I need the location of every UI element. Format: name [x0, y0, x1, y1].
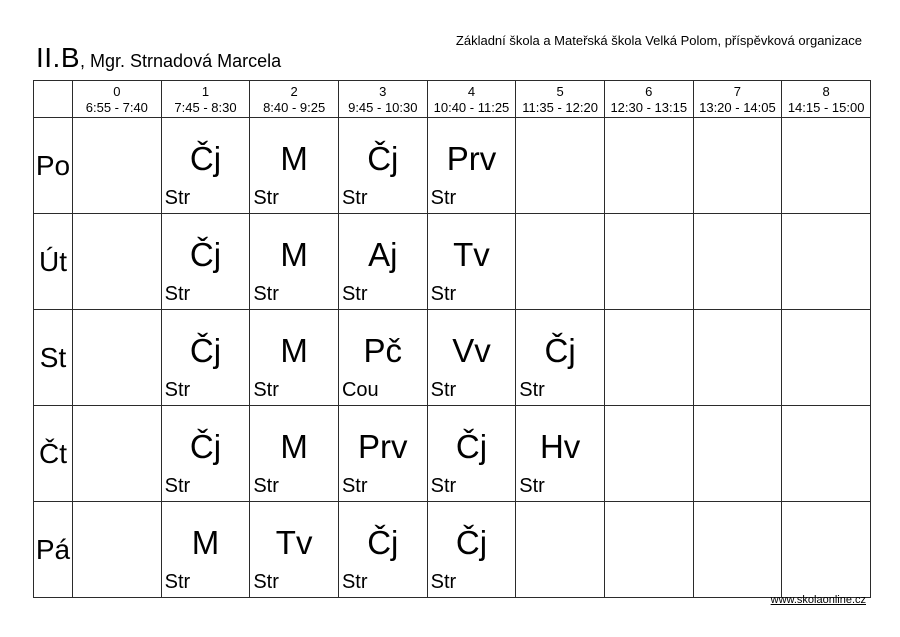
- period-number: 0: [113, 83, 121, 99]
- lesson-cell: [427, 214, 516, 310]
- period-header-5: [516, 81, 605, 118]
- lesson-cell: [338, 214, 427, 310]
- period-number: 1: [201, 83, 210, 99]
- lesson-subject: M: [280, 331, 308, 369]
- lesson-teacher: Cou: [341, 379, 379, 401]
- lesson-subject: M: [280, 427, 308, 465]
- lesson-subject: Tv: [275, 523, 313, 561]
- lesson-cell-empty: [782, 310, 871, 406]
- lesson-teacher: Str: [164, 283, 191, 305]
- lesson-cell-empty: [782, 118, 871, 214]
- lesson-cell-empty: [693, 406, 782, 502]
- lesson-cell-empty: [693, 310, 782, 406]
- lesson-teacher: Str: [253, 475, 279, 497]
- period-number: 3: [379, 83, 387, 99]
- lesson-cell: [338, 310, 427, 406]
- lesson-cell-empty: [516, 214, 605, 310]
- period-time: 12:30 - 13:15: [610, 99, 688, 115]
- day-label: Čt: [34, 406, 73, 502]
- period-time: 8:40 - 9:25: [263, 99, 326, 115]
- lesson-cell: [338, 502, 427, 598]
- lesson-teacher: Str: [164, 379, 191, 401]
- lesson-cell-empty: [693, 214, 782, 310]
- lesson-subject: Čj: [189, 427, 222, 465]
- lesson-teacher: Str: [519, 379, 545, 401]
- period-header-3: [338, 81, 427, 118]
- period-header-0: [73, 81, 162, 118]
- lesson-subject: Hv: [539, 427, 581, 465]
- period-time: 11:35 - 12:20: [522, 99, 598, 115]
- lesson-teacher: Str: [430, 187, 457, 209]
- lesson-cell: [516, 310, 605, 406]
- period-header-7: [693, 81, 782, 118]
- period-time: 9:45 - 10:30: [348, 99, 418, 115]
- lesson-subject: Aj: [368, 235, 398, 273]
- lesson-subject: Tv: [453, 235, 490, 273]
- period-number: 8: [822, 83, 830, 99]
- lesson-cell: [338, 406, 427, 502]
- lesson-teacher: Str: [253, 379, 279, 401]
- period-number: 2: [290, 83, 298, 99]
- lesson-cell-empty: [73, 406, 162, 502]
- lesson-teacher: Str: [519, 475, 545, 497]
- lesson-subject: Prv: [446, 139, 497, 177]
- lesson-teacher: Str: [341, 475, 368, 497]
- lesson-subject: M: [191, 523, 220, 561]
- period-header-6: [604, 81, 693, 118]
- lesson-subject: Čj: [189, 235, 222, 273]
- class-teacher-name: , Mgr. Strnadová Marcela: [80, 51, 282, 71]
- timetable-header: [34, 81, 871, 118]
- period-time: 7:45 - 8:30: [174, 99, 237, 115]
- day-label: Po: [34, 118, 73, 214]
- lesson-subject: Pč: [363, 331, 403, 369]
- lesson-cell-empty: [516, 502, 605, 598]
- period-header-8: [782, 81, 871, 118]
- lesson-teacher: Str: [253, 571, 279, 593]
- day-row-3: [34, 406, 871, 502]
- period-time: 14:15 - 15:00: [787, 99, 865, 115]
- lesson-cell-empty: [604, 118, 693, 214]
- timetable: [33, 80, 871, 598]
- lesson-teacher: Str: [253, 283, 279, 305]
- lesson-cell-empty: [604, 214, 693, 310]
- website-link[interactable]: www.skolaonline.cz: [770, 594, 866, 606]
- period-number: 6: [645, 83, 653, 99]
- page-title: [36, 42, 281, 74]
- lesson-teacher: Str: [430, 379, 457, 401]
- lesson-cell: [161, 214, 250, 310]
- day-label: St: [34, 310, 73, 406]
- period-number: 7: [733, 83, 742, 99]
- corner-cell: [34, 81, 73, 118]
- lesson-cell: [161, 118, 250, 214]
- lesson-cell-empty: [73, 502, 162, 598]
- period-number: 4: [467, 83, 476, 99]
- lesson-teacher: Str: [430, 475, 457, 497]
- lesson-subject: Čj: [367, 139, 399, 177]
- lesson-cell: [250, 502, 339, 598]
- lesson-cell-empty: [693, 502, 782, 598]
- period-header-1: [161, 81, 250, 118]
- lesson-subject: Prv: [358, 427, 408, 465]
- lesson-cell: [427, 310, 516, 406]
- day-label: Pá: [34, 502, 73, 598]
- class-name: II.B: [36, 42, 81, 73]
- lesson-subject: M: [280, 139, 308, 177]
- period-number: 5: [556, 83, 564, 99]
- lesson-subject: Čj: [455, 427, 488, 465]
- lesson-teacher: Str: [341, 571, 368, 593]
- period-header-row: [34, 81, 871, 118]
- lesson-cell-empty: [782, 406, 871, 502]
- lesson-cell-empty: [73, 214, 162, 310]
- lesson-cell: [250, 118, 339, 214]
- lesson-cell: [250, 214, 339, 310]
- lesson-cell-empty: [604, 406, 693, 502]
- period-time: 13:20 - 14:05: [699, 99, 776, 115]
- lesson-cell: [338, 118, 427, 214]
- lesson-teacher: Str: [341, 283, 368, 305]
- day-row-2: [34, 310, 871, 406]
- organization-name: Základní škola a Mateřská škola Velká Polom, příspěvková organizace: [455, 33, 862, 48]
- day-row-0: [34, 118, 871, 214]
- period-header-2: [250, 81, 339, 118]
- lesson-cell-empty: [604, 502, 693, 598]
- lesson-subject: M: [280, 235, 308, 273]
- lesson-cell-empty: [516, 118, 605, 214]
- day-label: Út: [34, 214, 73, 310]
- lesson-cell: [161, 406, 250, 502]
- lesson-subject: Čj: [544, 331, 576, 369]
- lesson-cell: [427, 502, 516, 598]
- timetable-body: [34, 118, 871, 598]
- lesson-cell: [250, 406, 339, 502]
- day-row-1: [34, 214, 871, 310]
- lesson-teacher: Str: [164, 187, 191, 209]
- lesson-cell-empty: [693, 118, 782, 214]
- lesson-teacher: Str: [430, 571, 457, 593]
- period-time: 6:55 - 7:40: [85, 99, 148, 115]
- lesson-teacher: Str: [341, 187, 368, 209]
- lesson-subject: Čj: [189, 139, 222, 177]
- lesson-cell: [161, 310, 250, 406]
- lesson-subject: Vv: [452, 331, 491, 369]
- lesson-teacher: Str: [164, 571, 191, 593]
- lesson-cell-empty: [73, 118, 162, 214]
- lesson-cell-empty: [604, 310, 693, 406]
- lesson-cell: [427, 406, 516, 502]
- lesson-teacher: Str: [253, 187, 279, 209]
- lesson-cell: [516, 406, 605, 502]
- lesson-subject: Čj: [367, 523, 399, 561]
- lesson-cell: [250, 310, 339, 406]
- period-header-4: [427, 81, 516, 118]
- lesson-cell-empty: [782, 502, 871, 598]
- period-time: 10:40 - 11:25: [433, 99, 510, 115]
- lesson-teacher: Str: [164, 475, 191, 497]
- lesson-teacher: Str: [430, 283, 457, 305]
- lesson-cell: [161, 502, 250, 598]
- lesson-cell-empty: [782, 214, 871, 310]
- day-row-4: [34, 502, 871, 598]
- lesson-subject: Čj: [455, 523, 488, 561]
- lesson-cell-empty: [73, 310, 162, 406]
- lesson-cell: [427, 118, 516, 214]
- lesson-subject: Čj: [189, 331, 222, 369]
